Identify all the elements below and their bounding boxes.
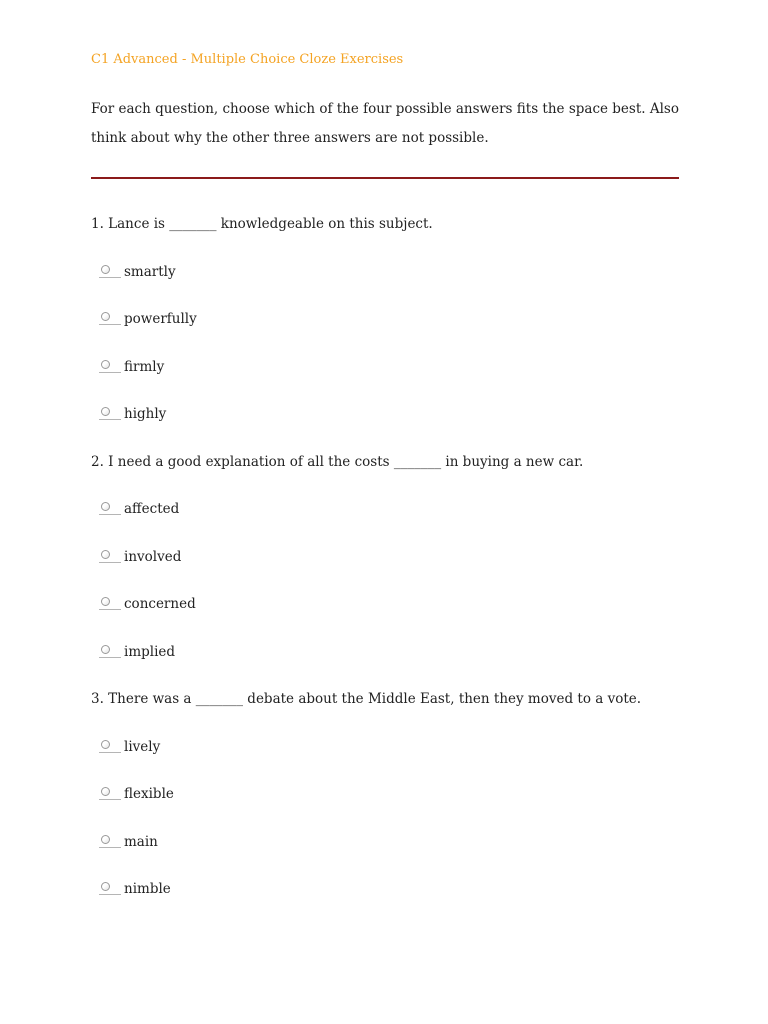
- radio-button-icon[interactable]: [101, 597, 110, 606]
- option-label: lively: [124, 738, 161, 755]
- question-2: [91, 448, 679, 666]
- divider-rule: [91, 177, 679, 179]
- question-list: [91, 210, 679, 923]
- option-label: main: [124, 833, 158, 850]
- answer-option[interactable]: [91, 780, 679, 808]
- radio-underline: [99, 324, 121, 325]
- answer-option[interactable]: [91, 400, 679, 428]
- answer-option[interactable]: [91, 353, 679, 381]
- answer-option[interactable]: [91, 495, 679, 523]
- question-text: 1. Lance is _______ knowledgeable on this subject.: [91, 216, 433, 232]
- radio-underline: [99, 847, 121, 848]
- option-label: powerfully: [124, 311, 197, 327]
- radio-button-icon[interactable]: [101, 360, 110, 369]
- answer-option[interactable]: [91, 875, 679, 903]
- option-label: highly: [124, 406, 167, 422]
- option-label: flexible: [124, 786, 174, 802]
- option-label: smartly: [124, 263, 176, 280]
- radio-underline: [99, 609, 121, 610]
- radio-underline: [99, 562, 121, 563]
- option-label: implied: [124, 643, 176, 660]
- radio-button-icon[interactable]: [101, 882, 110, 891]
- radio-underline: [99, 752, 121, 753]
- radio-underline: [99, 657, 121, 658]
- answer-option[interactable]: [91, 828, 679, 856]
- option-label: involved: [124, 548, 182, 565]
- radio-underline: [99, 894, 121, 895]
- document-title: C1 Advanced - Multiple Choice Cloze Exercises: [91, 52, 404, 67]
- answer-option[interactable]: [91, 258, 679, 286]
- answer-option[interactable]: [91, 305, 679, 333]
- option-label: affected: [124, 501, 180, 517]
- answer-option[interactable]: [91, 733, 679, 761]
- radio-button-icon[interactable]: [101, 645, 110, 654]
- radio-button-icon[interactable]: [101, 740, 110, 749]
- question-text: 2. I need a good explanation of all the costs _______ in buying a new car.: [91, 453, 584, 470]
- answer-option[interactable]: [91, 543, 679, 571]
- question-1: [91, 210, 679, 428]
- radio-button-icon[interactable]: [101, 550, 110, 559]
- option-label: nimble: [124, 881, 171, 897]
- radio-underline: [99, 514, 121, 515]
- radio-underline: [99, 372, 121, 373]
- radio-underline: [99, 419, 121, 420]
- radio-button-icon[interactable]: [101, 502, 110, 511]
- radio-button-icon[interactable]: [101, 835, 110, 844]
- instructions-text: For each question, choose which of the four possible answers fits the space best. Also think about why the other three answers are not possible.: [91, 101, 679, 146]
- answer-option[interactable]: [91, 590, 679, 618]
- radio-button-icon[interactable]: [101, 407, 110, 416]
- radio-button-icon[interactable]: [101, 265, 110, 274]
- option-label: concerned: [124, 596, 196, 612]
- question-3: [91, 685, 679, 903]
- radio-underline: [99, 277, 121, 278]
- radio-button-icon[interactable]: [101, 312, 110, 321]
- question-text: 3. There was a _______ debate about the Middle East, then they moved to a vote.: [91, 691, 642, 707]
- radio-underline: [99, 799, 121, 800]
- radio-button-icon[interactable]: [101, 787, 110, 796]
- option-label: firmly: [124, 358, 165, 375]
- answer-option[interactable]: [91, 638, 679, 666]
